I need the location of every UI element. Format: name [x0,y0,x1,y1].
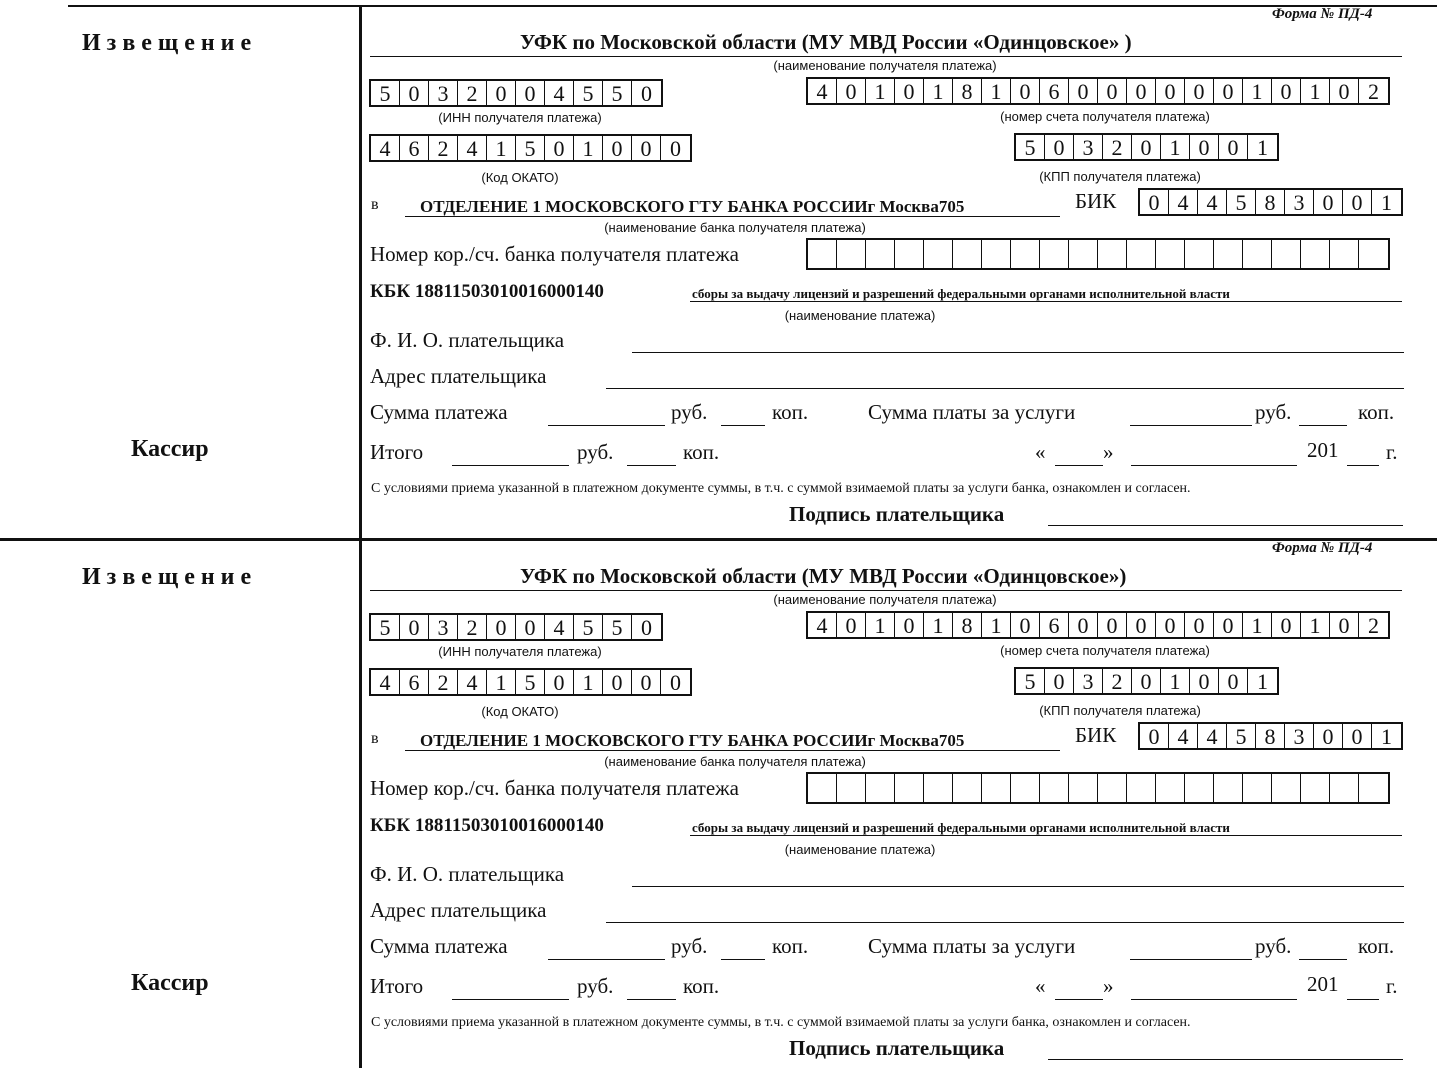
digit-cell: 2 [458,615,487,639]
account-cells [806,611,1390,639]
digit-cell: 0 [1219,135,1248,159]
digit-cell: 1 [1301,613,1330,637]
inn-caption: (ИНН получателя платежа) [438,644,602,659]
empty-cell[interactable] [924,774,953,802]
address-label: Адрес плательщика [370,898,547,922]
corr-account-cells[interactable] [806,238,1390,270]
digit-cell: 0 [1140,190,1169,214]
digit-cell: 3 [429,81,458,105]
sum-label: Сумма платежа [370,934,508,958]
consent-text: С условиями приема указанной в платежном документе суммы, в т.ч. с суммой взимаемой платы за услуги банка, ознакомлен и согласен. [371,1015,1191,1030]
digit-cell: 0 [487,81,516,105]
digit-cell: 1 [1243,79,1272,103]
digit-cell: 0 [1185,613,1214,637]
total-kop-label: коп. [683,440,720,464]
digit-cell: 0 [1314,724,1343,748]
column-divider [359,5,362,1068]
digit-cell: 0 [1330,79,1359,103]
account-caption: (номер счета получателя платежа) [1000,643,1210,658]
account-cells [806,77,1390,105]
sum-rub-field[interactable] [548,425,665,426]
empty-cell[interactable] [1272,240,1301,268]
empty-cell[interactable] [1185,774,1214,802]
empty-cell[interactable] [1330,240,1359,268]
digit-cell: 0 [1132,135,1161,159]
cashier-label: Кассир [131,436,209,462]
digit-cell: 0 [1045,135,1074,159]
digit-cell: 8 [1256,190,1285,214]
sum-rub-field[interactable] [548,959,665,960]
bik-label: БИК [1075,189,1117,213]
empty-cell[interactable] [1243,774,1272,802]
digit-cell: 2 [1103,669,1132,693]
empty-cell[interactable] [837,774,866,802]
digit-cell: 1 [1381,724,1392,749]
digit-cell: 4 [545,615,574,639]
digit-cell: 1 [1161,135,1190,159]
digit-cell: 0 [1343,724,1372,748]
digit-cell: 2 [429,136,458,160]
consent-text: С условиями приема указанной в платежном документе суммы, в т.ч. с суммой взимаемой платы за услуги банка, ознакомлен и согласен. [371,481,1191,496]
fee-rub-field[interactable] [1130,959,1252,960]
empty-cell[interactable] [1301,774,1330,802]
year-label: 201 [1307,438,1339,462]
empty-cell[interactable] [1330,774,1359,802]
payment-caption: (наименование платежа) [784,308,936,323]
digit-cell: 0 [400,615,429,639]
year-field[interactable] [1347,999,1379,1000]
date-quote-open: « [1035,974,1046,998]
digit-cell: 4 [1198,724,1227,748]
payment-description: сборы за выдачу лицензий и разрешений федеральными органами исполнительной власти [692,820,1230,835]
empty-cell[interactable] [1272,774,1301,802]
empty-cell[interactable] [1301,240,1330,268]
empty-cell[interactable] [1098,774,1127,802]
total-rub-label: руб. [577,974,614,998]
account-caption: (номер счета получателя платежа) [1000,109,1210,124]
inn-caption: (ИНН получателя платежа) [438,110,602,125]
year-suffix: г. [1386,974,1398,998]
digit-cell: 4 [371,136,400,160]
digit-cell: 0 [1219,669,1248,693]
address-field[interactable] [606,388,1404,389]
digit-cell: 1 [866,613,895,637]
digit-cell: 0 [1132,669,1161,693]
digit-cell: 0 [1272,613,1301,637]
fio-label: Ф. И. О. плательщика [370,328,565,352]
digit-cell: 5 [371,615,400,639]
okato-caption: (Код ОКАТО) [481,170,559,185]
total-kop-label: коп. [683,974,720,998]
kpp-cells [1014,667,1279,695]
date-quote-close: » [1103,440,1114,464]
date-day-field[interactable] [1055,999,1103,1000]
digit-cell: 1 [982,613,1011,637]
digit-cell: 0 [1272,79,1301,103]
bank-name: ОТДЕЛЕНИЕ 1 МОСКОВСКОГО ГТУ БАНКА РОССИИг Москва705 [420,731,965,750]
digit-cell: 4 [1169,724,1198,748]
corr-account-label: Номер кор./сч. банка получателя платежа [370,776,739,800]
year-field[interactable] [1347,465,1379,466]
payment-slip [0,534,1437,1068]
digit-cell: 0 [545,136,574,160]
digit-cell: 0 [895,613,924,637]
fio-field[interactable] [632,886,1404,887]
digit-cell: 6 [1040,79,1069,103]
bank-name-line[interactable] [405,750,1060,751]
empty-cell[interactable] [1040,774,1069,802]
empty-cell[interactable] [866,774,895,802]
digit-cell: 0 [632,136,661,160]
corr-account-label: Номер кор./сч. банка получателя платежа [370,242,739,266]
empty-cell[interactable] [924,240,953,268]
empty-cell[interactable] [1069,240,1098,268]
digit-cell: 0 [670,136,681,161]
digit-cell: 3 [429,615,458,639]
sum-rub-label: руб. [671,400,708,424]
digit-cell: 4 [808,79,837,103]
bik-label: БИК [1075,723,1117,747]
kpp-caption: (КПП получателя платежа) [1039,169,1201,184]
digit-cell: 0 [1185,79,1214,103]
digit-cell: 4 [1169,190,1198,214]
digit-cell: 5 [516,136,545,160]
payment-line[interactable] [690,301,1402,302]
address-label: Адрес плательщика [370,364,547,388]
total-rub-field[interactable] [452,999,569,1000]
empty-cell[interactable] [1185,240,1214,268]
empty-cell[interactable] [808,240,837,268]
total-label: Итого [370,974,424,998]
empty-cell[interactable] [895,240,924,268]
payee-caption: (наименование получателя платежа) [773,592,997,607]
payee-caption: (наименование получателя платежа) [773,58,997,73]
total-rub-label: руб. [577,440,614,464]
digit-cell: 0 [1127,79,1156,103]
digit-cell: 1 [574,136,603,160]
digit-cell: 0 [641,81,652,106]
digit-cell: 0 [603,136,632,160]
digit-cell: 8 [1256,724,1285,748]
digit-cell: 0 [1098,79,1127,103]
notice-title: Извещение [82,30,258,56]
fee-rub-field[interactable] [1130,425,1252,426]
fee-kop-field[interactable] [1299,959,1347,960]
empty-cell[interactable] [895,774,924,802]
kpp-cells [1014,133,1279,161]
empty-cell[interactable] [1214,240,1243,268]
bank-name-line[interactable] [405,216,1060,217]
empty-cell[interactable] [1214,774,1243,802]
digit-cell: 5 [574,615,603,639]
digit-cell: 8 [953,613,982,637]
digit-cell: 2 [1368,79,1379,104]
digit-cell: 0 [1069,79,1098,103]
signature-label: Подпись плательщика [789,502,1005,526]
empty-cell[interactable] [953,240,982,268]
digit-cell: 8 [953,79,982,103]
sum-kop-label: коп. [772,934,809,958]
empty-cell[interactable] [1127,240,1156,268]
digit-cell: 0 [1156,613,1185,637]
bik-cells [1138,188,1403,216]
form-number: Форма № ПД-4 [1272,540,1373,556]
payee-name-line[interactable] [370,590,1402,591]
digit-cell: 3 [1074,135,1103,159]
digit-cell: 0 [1140,724,1169,748]
date-day-field[interactable] [1055,465,1103,466]
digit-cell: 1 [487,670,516,694]
digit-cell: 0 [603,670,632,694]
digit-cell: 0 [1127,613,1156,637]
digit-cell: 5 [603,615,632,639]
digit-cell: 4 [458,136,487,160]
digit-cell: 3 [1074,669,1103,693]
digit-cell: 0 [632,670,661,694]
digit-cell: 0 [516,81,545,105]
bik-cells [1138,722,1403,750]
digit-cell: 1 [487,136,516,160]
empty-cell[interactable] [1069,774,1098,802]
digit-cell: 5 [603,81,632,105]
digit-cell: 0 [487,615,516,639]
fee-kop-field[interactable] [1299,425,1347,426]
date-month-field[interactable] [1131,999,1297,1000]
bank-prefix: в [371,730,379,747]
digit-cell: 4 [371,670,400,694]
digit-cell: 0 [1069,613,1098,637]
empty-cell[interactable] [837,240,866,268]
digit-cell: 0 [1214,613,1243,637]
fee-kop-label: коп. [1358,400,1395,424]
sum-kop-field[interactable] [721,959,765,960]
okato-cells [369,134,692,162]
digit-cell: 1 [982,79,1011,103]
digit-cell: 4 [808,613,837,637]
inn-cells [369,613,663,641]
sum-label: Сумма платежа [370,400,508,424]
empty-cell[interactable] [953,774,982,802]
empty-cell[interactable] [866,240,895,268]
digit-cell: 6 [400,670,429,694]
digit-cell: 6 [1040,613,1069,637]
date-quote-close: » [1103,974,1114,998]
digit-cell: 0 [670,670,681,695]
digit-cell: 1 [574,670,603,694]
digit-cell: 0 [1011,613,1040,637]
bank-caption: (наименование банка получателя платежа) [604,754,866,769]
inn-cells [369,79,663,107]
fee-label: Сумма платы за услуги [868,400,1076,424]
digit-cell: 1 [866,79,895,103]
digit-cell: 0 [641,615,652,640]
fee-rub-label: руб. [1255,400,1292,424]
kbk-code: КБК 18811503010016000140 [370,281,604,302]
digit-cell: 5 [1227,724,1256,748]
empty-cell[interactable] [982,240,1011,268]
empty-cell[interactable] [1011,774,1040,802]
sum-kop-label: коп. [772,400,809,424]
digit-cell: 0 [837,613,866,637]
fee-rub-label: руб. [1255,934,1292,958]
date-month-field[interactable] [1131,465,1297,466]
digit-cell: 4 [545,81,574,105]
digit-cell: 0 [1156,79,1185,103]
empty-cell[interactable] [808,774,837,802]
address-field[interactable] [606,922,1404,923]
form-number: Форма № ПД-4 [1272,6,1373,22]
fio-label: Ф. И. О. плательщика [370,862,565,886]
okato-caption: (Код ОКАТО) [481,704,559,719]
cashier-label: Кассир [131,970,209,996]
digit-cell: 0 [516,615,545,639]
empty-cell[interactable] [1127,774,1156,802]
kpp-caption: (КПП получателя платежа) [1039,703,1201,718]
digit-cell: 0 [1098,613,1127,637]
empty-cell[interactable] [1156,240,1185,268]
date-quote-open: « [1035,440,1046,464]
payment-description: сборы за выдачу лицензий и разрешений федеральными органами исполнительной власти [692,286,1230,301]
digit-cell: 1 [1243,613,1272,637]
digit-cell: 2 [1103,135,1132,159]
empty-cell[interactable] [1359,774,1388,802]
signature-field[interactable] [1048,525,1403,526]
empty-cell[interactable] [1040,240,1069,268]
kbk-code: КБК 18811503010016000140 [370,815,604,836]
empty-cell[interactable] [1011,240,1040,268]
digit-cell: 0 [1214,79,1243,103]
total-kop-field[interactable] [627,465,676,466]
digit-cell: 5 [1227,190,1256,214]
digit-cell: 0 [1011,79,1040,103]
digit-cell: 0 [1190,669,1219,693]
digit-cell: 5 [371,81,400,105]
digit-cell: 1 [1301,79,1330,103]
okato-cells [369,668,692,696]
digit-cell: 0 [1045,669,1074,693]
digit-cell: 2 [1368,613,1379,638]
empty-cell[interactable] [1243,240,1272,268]
sum-rub-label: руб. [671,934,708,958]
digit-cell: 1 [1257,669,1268,694]
empty-cell[interactable] [1359,240,1388,268]
digit-cell: 3 [1285,724,1314,748]
signature-field[interactable] [1048,1059,1403,1060]
bank-caption: (наименование банка получателя платежа) [604,220,866,235]
fee-label: Сумма платы за услуги [868,934,1076,958]
digit-cell: 3 [1285,190,1314,214]
digit-cell: 0 [837,79,866,103]
digit-cell: 1 [1381,190,1392,215]
digit-cell: 1 [924,79,953,103]
corr-account-cells[interactable] [806,772,1390,804]
payee-name: УФК по Московской области (МУ МВД России «Одинцовское») [520,564,1127,588]
payee-name-line[interactable] [370,56,1402,57]
total-kop-field[interactable] [627,999,676,1000]
digit-cell: 4 [458,670,487,694]
total-label: Итого [370,440,424,464]
digit-cell: 5 [574,81,603,105]
notice-title: Извещение [82,564,258,590]
bank-prefix: в [371,196,379,213]
year-suffix: г. [1386,440,1398,464]
signature-label: Подпись плательщика [789,1036,1005,1060]
payment-line[interactable] [690,835,1402,836]
digit-cell: 4 [1198,190,1227,214]
payee-name: УФК по Московской области (МУ МВД России «Одинцовское» ) [520,30,1132,54]
digit-cell: 2 [458,81,487,105]
total-rub-field[interactable] [452,465,569,466]
digit-cell: 1 [1161,669,1190,693]
sum-kop-field[interactable] [721,425,765,426]
digit-cell: 5 [516,670,545,694]
bank-name: ОТДЕЛЕНИЕ 1 МОСКОВСКОГО ГТУ БАНКА РОССИИг Москва705 [420,197,965,216]
digit-cell: 0 [1330,613,1359,637]
digit-cell: 0 [1314,190,1343,214]
digit-cell: 6 [400,136,429,160]
empty-cell[interactable] [1098,240,1127,268]
empty-cell[interactable] [982,774,1011,802]
empty-cell[interactable] [1156,774,1185,802]
digit-cell: 0 [545,670,574,694]
year-label: 201 [1307,972,1339,996]
fio-field[interactable] [632,352,1404,353]
digit-cell: 1 [924,613,953,637]
fee-kop-label: коп. [1358,934,1395,958]
digit-cell: 0 [1343,190,1372,214]
digit-cell: 0 [400,81,429,105]
digit-cell: 0 [895,79,924,103]
payment-caption: (наименование платежа) [784,842,936,857]
digit-cell: 1 [1257,135,1268,160]
digit-cell: 2 [429,670,458,694]
digit-cell: 0 [1190,135,1219,159]
digit-cell: 5 [1016,135,1045,159]
digit-cell: 5 [1016,669,1045,693]
